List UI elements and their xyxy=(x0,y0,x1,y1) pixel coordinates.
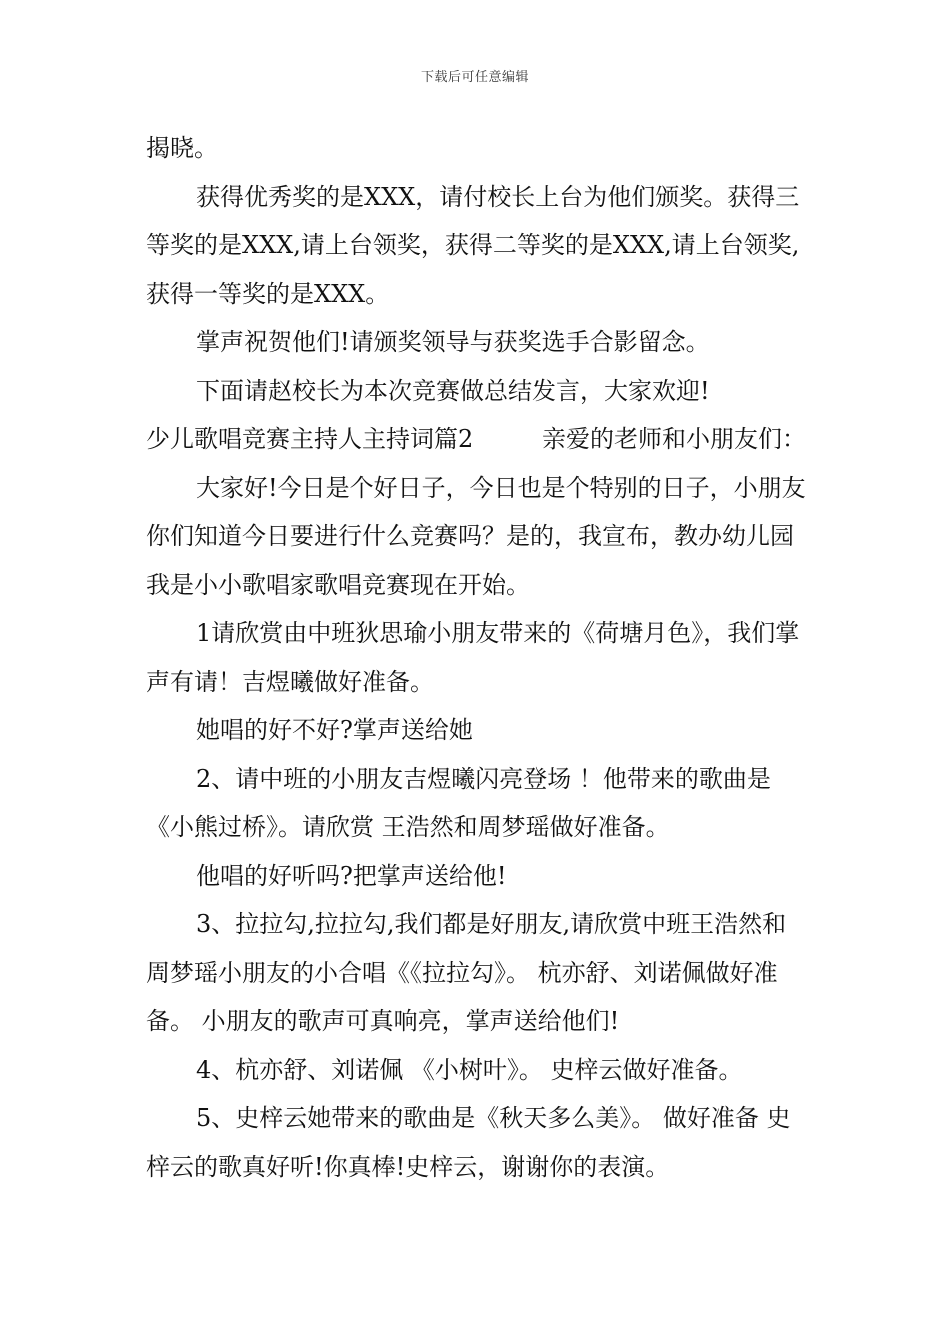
paragraph-performance-1: 1请欣赏由中班狄思瑜小朋友带来的《荷塘月色》，我们掌声有请！吉煜曦做好准备。 xyxy=(146,619,800,696)
section-heading xyxy=(146,415,806,464)
paragraph-applause-2: 他唱的好听吗?把掌声送给他! xyxy=(196,861,507,890)
page-header: 下载后可任意编辑 xyxy=(420,70,529,85)
section-title: 少儿歌唱竞赛主持人主持词篇2 xyxy=(146,425,474,453)
paragraph-congratulate: 掌声祝贺他们!请颁奖领导与获奖选手合影留念。 xyxy=(196,328,710,356)
document-body xyxy=(146,124,806,1191)
paragraph-summary-speech: 下面请赵校长为本次竞赛做总结发言，大家欢迎! xyxy=(196,376,710,405)
section-greeting: 亲爱的老师和小朋友们： xyxy=(542,425,806,453)
paragraph-opening: 大家好!今日是个好日子，今日也是个特别的日子，小朋友你们知道今日要进行什么竞赛吗？是的，我宣布，教办幼儿园我是小小歌唱家歌唱竞赛现在开始。 xyxy=(146,473,806,599)
paragraph-awards: 获得优秀奖的是XXX，请付校长上台为他们颁奖。获得三等奖的是XXX,请上台领奖，获得二等奖的是XXX,请上台领奖,获得一等奖的是XXX。 xyxy=(146,182,800,308)
paragraph-reveal: 揭晓。 xyxy=(146,134,218,162)
paragraph-applause-1: 她唱的好不好?掌声送给她 xyxy=(196,716,473,744)
paragraph-performance-5: 5、史梓云她带来的歌曲是《秋天多么美》。 做好准备 史梓云的歌真好听!你真棒!史梓云，谢谢你的表演。 xyxy=(146,1104,791,1181)
paragraph-performance-4: 4、杭亦舒、刘诺佩 《小树叶》。 史梓云做好准备。 xyxy=(196,1055,743,1084)
paragraph-performance-3: 3、拉拉勾,拉拉勾,我们都是好朋友,请欣赏中班王浩然和周梦瑶小朋友的小合唱《《拉拉勾》。 杭亦舒、刘诺佩做好准备。 小朋友的歌声可真响亮，掌声送给他们! xyxy=(146,910,787,1035)
paragraph-performance-2: 2、请中班的小朋友吉煜曦闪亮登场 ！他带来的歌曲是《小熊过桥》。请欣赏 王浩然和周梦瑶做好准备。 xyxy=(146,764,771,841)
